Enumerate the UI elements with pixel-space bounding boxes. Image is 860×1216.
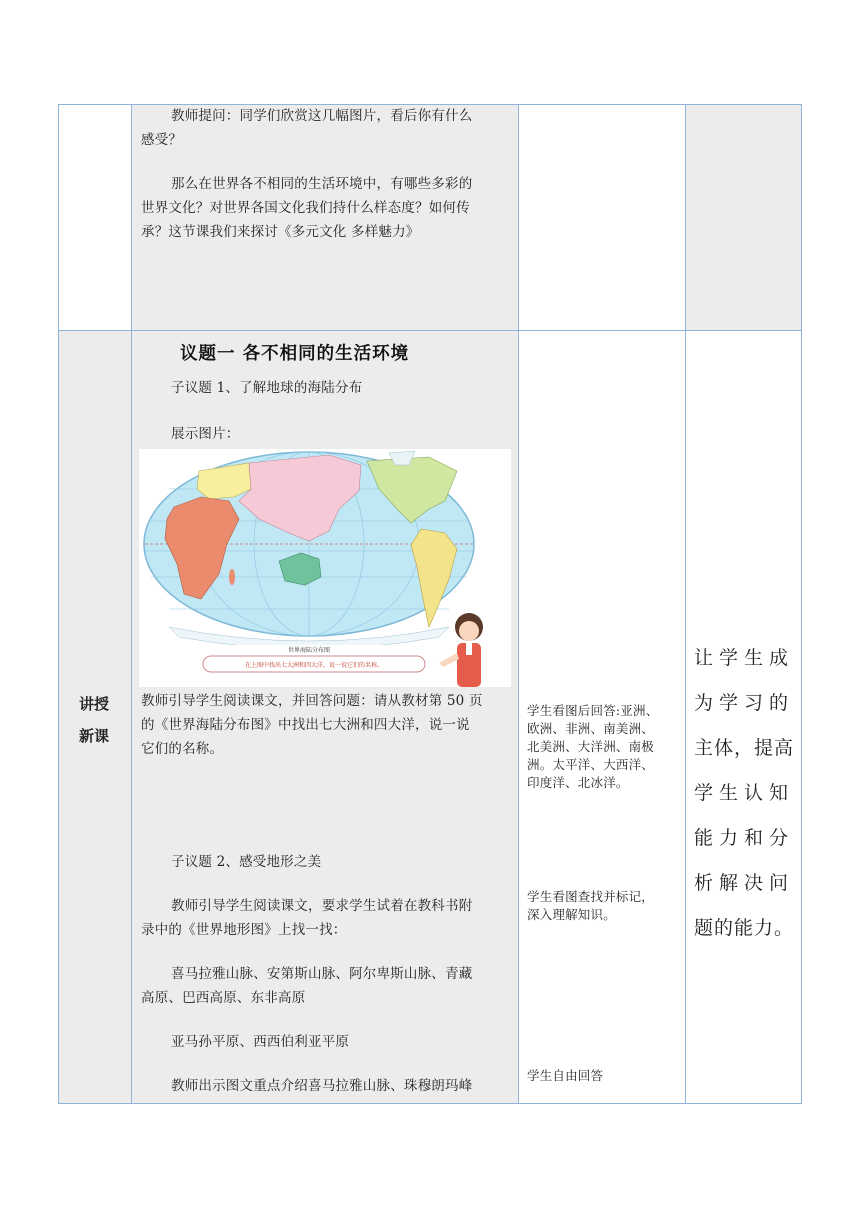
- intent-line3: 主体，提高: [694, 737, 795, 759]
- student-answer2-line1: 学生看图查找并标记，: [527, 889, 655, 904]
- mountains-line2: 高原、巴西高原、东非高原: [141, 990, 306, 1006]
- guide2-line1: 教师引导学生阅读课文，要求学生试着在教科书附: [171, 898, 473, 914]
- topic-heading: 议题一 各不相同的生活环境: [180, 344, 410, 364]
- guide1-line2: 的《世界海陆分布图》中找出七大洲和四大洋，说一说: [141, 717, 470, 733]
- row1-paragraph2: 那么在世界各不相同的生活环境中，有哪些多彩的: [171, 176, 473, 192]
- student-answer1-line5: 印度洋、北冰洋。: [527, 775, 629, 790]
- guide3-line: 教师出示图文重点介绍喜马拉雅山脉、珠穆朗玛峰: [171, 1078, 473, 1094]
- intent-line7: 题的能力。: [694, 917, 795, 939]
- guide2-line2: 录中的《世界地形图》上找一找：: [141, 922, 347, 938]
- stage-label-2: 新课: [79, 727, 110, 745]
- row1-paragraph1-cont: 感受？: [141, 132, 183, 148]
- map-caption: 世界海陆分布图: [287, 647, 331, 654]
- guide1-line1: 教师引导学生阅读课文，并回答问题：请从教材第 50 页: [141, 693, 483, 709]
- student-answer1-line3: 北美洲、大洋洲、南极: [527, 739, 655, 754]
- row1-paragraph2-end: 承？这节课我们来探讨《多元文化 多样魅力》: [141, 224, 420, 240]
- map-bubble-text: 在上图中找出七大洲和四大洋，说一说它们的名称。: [244, 662, 384, 669]
- student-answer1-line1: 学生看图后回答:亚洲、: [527, 703, 659, 718]
- intent-line1: 让学生成: [694, 647, 795, 669]
- row1-intent-cell: [685, 104, 802, 331]
- student-answer3: 学生自由回答: [527, 1068, 604, 1083]
- subtopic-2: 子议题 2、感受地形之美: [171, 854, 322, 870]
- intent-line4: 学生认知: [694, 782, 795, 804]
- student-answer2-line2: 深入理解知识。: [527, 907, 616, 922]
- intent-line6: 析解决问: [694, 872, 795, 894]
- student-answer1-line4: 洲。太平洋、大西洋、: [527, 757, 655, 772]
- guide1-line3: 它们的名称。: [141, 741, 224, 757]
- world-map-figure: [139, 449, 511, 687]
- intent-line5: 能力和分: [694, 827, 795, 849]
- row1-student-cell: [518, 104, 686, 331]
- intent-line2: 为学习的: [694, 692, 795, 714]
- show-picture-label: 展示图片：: [171, 426, 240, 442]
- row1-stage-cell: [58, 104, 132, 331]
- stage-label-1: 讲授: [79, 695, 110, 713]
- world-map-image: [139, 449, 511, 687]
- plains-line: 亚马孙平原、西西伯利亚平原: [171, 1034, 350, 1050]
- row1-paragraph1: 教师提问：同学们欣赏这几幅图片，看后你有什么: [171, 108, 473, 124]
- mountains-line1: 喜马拉雅山脉、安第斯山脉、阿尔卑斯山脉、青藏: [171, 966, 473, 982]
- subtopic-1: 子议题 1、了解地球的海陆分布: [171, 380, 363, 396]
- row1-paragraph2-cont: 世界文化？对世界各国文化我们持什么样态度？如何传: [141, 200, 470, 216]
- student-answer1-line2: 欧洲、非洲、南美洲、: [527, 721, 655, 736]
